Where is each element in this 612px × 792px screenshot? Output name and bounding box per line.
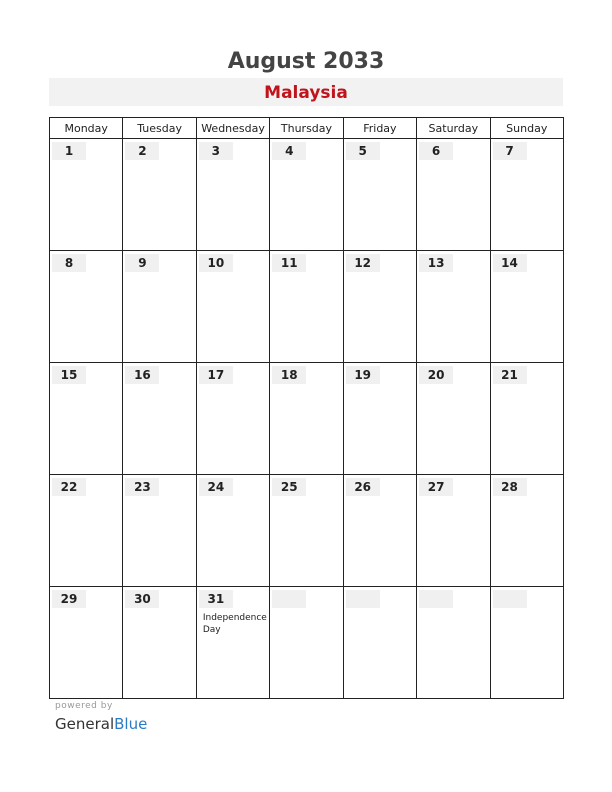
- day-number: 10: [199, 254, 233, 272]
- day-cell: [50, 587, 123, 699]
- day-number: 4: [272, 142, 306, 160]
- day-number-placeholder: [493, 590, 527, 608]
- day-number: 30: [125, 590, 159, 608]
- week-row-5: [50, 587, 564, 699]
- day-cell: [490, 363, 563, 475]
- day-cell: [490, 475, 563, 587]
- day-cell: [417, 139, 490, 251]
- day-number: 3: [199, 142, 233, 160]
- day-cell-empty: [417, 587, 490, 699]
- weekday-wednesday: Wednesday: [196, 118, 269, 139]
- weekday-tuesday: Tuesday: [123, 118, 196, 139]
- day-number: 14: [493, 254, 527, 272]
- day-cell: [123, 587, 196, 699]
- day-number: 20: [419, 366, 453, 384]
- day-number-placeholder: [272, 590, 306, 608]
- day-cell: [490, 251, 563, 363]
- powered-by-text: powered by: [55, 701, 113, 711]
- day-cell: [50, 475, 123, 587]
- day-number: 8: [52, 254, 86, 272]
- day-number: 1: [52, 142, 86, 160]
- day-number: 22: [52, 478, 86, 496]
- brand-name-general: General: [55, 715, 115, 733]
- day-number-placeholder: [346, 590, 380, 608]
- day-number: 2: [125, 142, 159, 160]
- holiday-event: Independence Day: [202, 613, 267, 635]
- week-row-3: [50, 363, 564, 475]
- day-cell: [196, 587, 269, 699]
- country-banner: [49, 78, 563, 106]
- day-cell: [270, 475, 343, 587]
- weekday-header-row: [50, 118, 564, 139]
- day-number: 25: [272, 478, 306, 496]
- week-row-1: [50, 139, 564, 251]
- day-number: 17: [199, 366, 233, 384]
- day-cell-empty: [270, 587, 343, 699]
- day-cell: [123, 363, 196, 475]
- calendar-title: August 2033: [227, 49, 385, 74]
- calendar-grid: [49, 117, 564, 699]
- day-cell: [343, 251, 416, 363]
- day-number: 23: [125, 478, 159, 496]
- day-number: 6: [419, 142, 453, 160]
- day-cell: [343, 363, 416, 475]
- day-cell: [343, 475, 416, 587]
- day-cell: [50, 363, 123, 475]
- day-number: 26: [346, 478, 380, 496]
- day-number-placeholder: [419, 590, 453, 608]
- day-cell: [343, 139, 416, 251]
- day-number: 12: [346, 254, 380, 272]
- day-cell: [417, 363, 490, 475]
- weekday-friday: Friday: [343, 118, 416, 139]
- day-cell: [270, 251, 343, 363]
- day-cell: [123, 475, 196, 587]
- week-row-4: [50, 475, 564, 587]
- brand-name-blue: Blue: [114, 715, 148, 733]
- day-number: 7: [493, 142, 527, 160]
- weekday-monday: Monday: [50, 118, 123, 139]
- week-row-2: [50, 251, 564, 363]
- weekday-saturday: Saturday: [417, 118, 490, 139]
- footer: [55, 700, 147, 734]
- day-cell: [196, 251, 269, 363]
- day-number: 21: [493, 366, 527, 384]
- day-cell: [270, 363, 343, 475]
- day-number: 18: [272, 366, 306, 384]
- day-cell: [196, 475, 269, 587]
- weekday-sunday: Sunday: [490, 118, 563, 139]
- brand-logo[interactable]: [55, 714, 147, 734]
- day-cell: [490, 139, 563, 251]
- day-number: 5: [346, 142, 380, 160]
- day-cell: [417, 251, 490, 363]
- day-number: 27: [419, 478, 453, 496]
- day-cell: [50, 139, 123, 251]
- day-cell: [270, 139, 343, 251]
- day-number: 16: [125, 366, 159, 384]
- day-number: 31: [199, 590, 233, 608]
- day-cell: [123, 139, 196, 251]
- day-cell: [50, 251, 123, 363]
- day-number: 28: [493, 478, 527, 496]
- day-number: 29: [52, 590, 86, 608]
- day-number: 15: [52, 366, 86, 384]
- day-cell: [196, 363, 269, 475]
- day-number: 19: [346, 366, 380, 384]
- country-name: Malaysia: [264, 83, 348, 103]
- day-cell-empty: [343, 587, 416, 699]
- day-cell: [123, 251, 196, 363]
- day-number: 9: [125, 254, 159, 272]
- day-cell: [196, 139, 269, 251]
- day-number: 13: [419, 254, 453, 272]
- day-cell-empty: [490, 587, 563, 699]
- day-number: 24: [199, 478, 233, 496]
- day-number: 11: [272, 254, 306, 272]
- day-cell: [417, 475, 490, 587]
- weekday-thursday: Thursday: [270, 118, 343, 139]
